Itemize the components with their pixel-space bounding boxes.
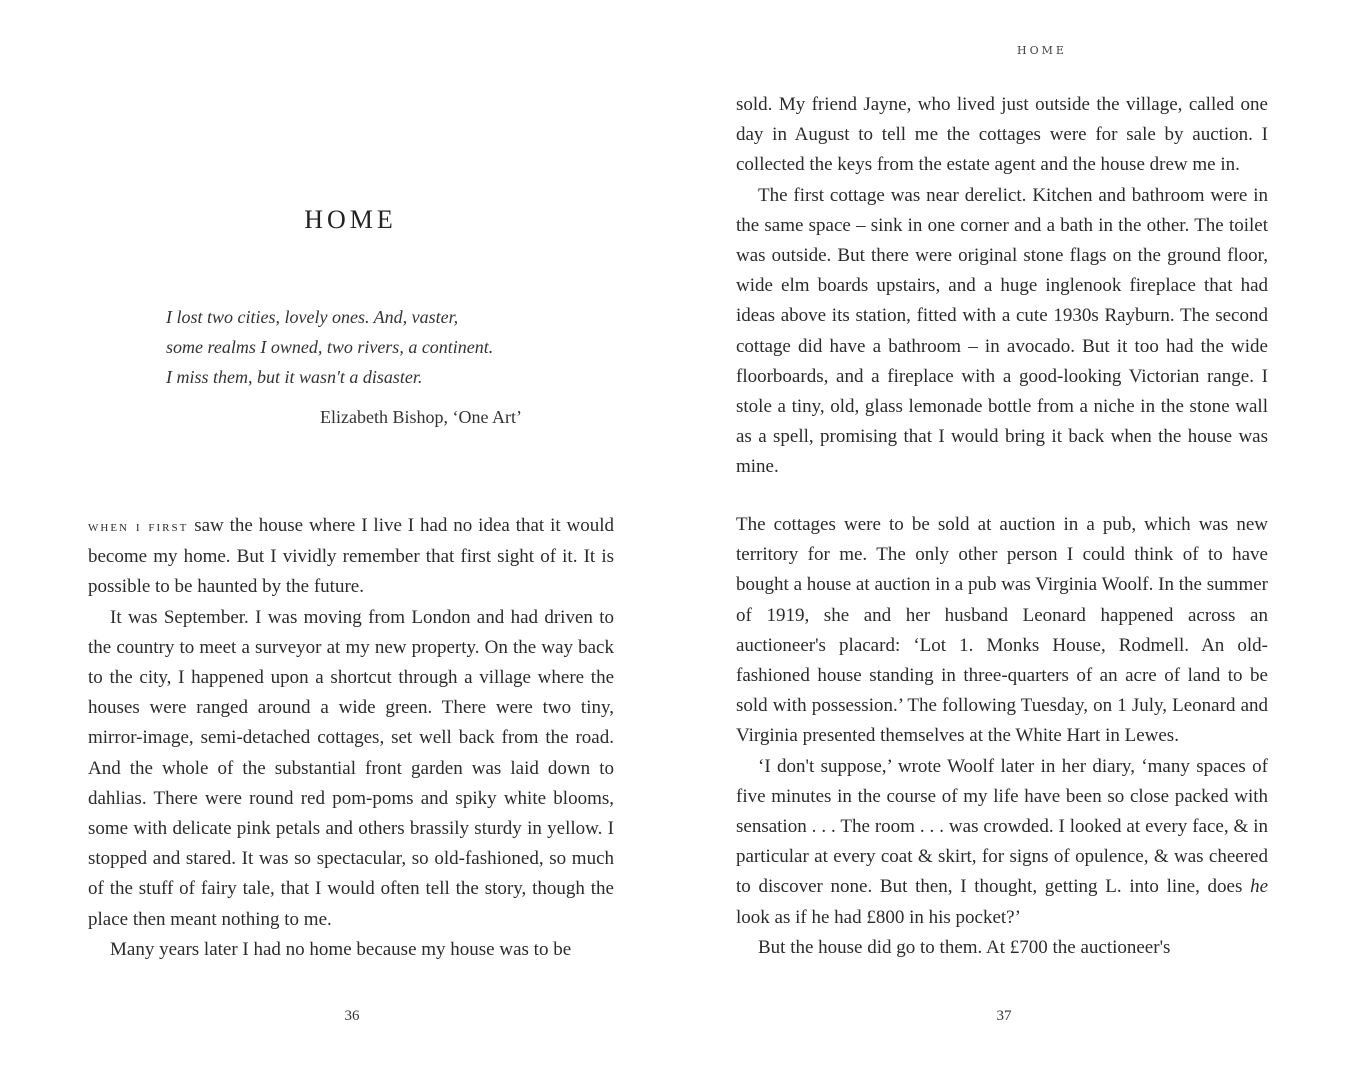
opening-smallcaps: when i first bbox=[88, 519, 189, 535]
quote-paragraph bbox=[736, 752, 1268, 933]
running-head: HOME bbox=[1017, 44, 1067, 57]
paragraph: The first cottage was near derelict. Kitchen and bathroom were in the same space – sink in one corner and a bath in the other. The toilet was outside. But there were original stone flags on the ground floor, wide elm boards upstairs, and a huge inglenook fireplace that had ideas above its station, fitted with a cute 1930s Rayburn. The second cottage did have a bathroom – in avocado. But it too had the wide floorboards, and a fireplace with a good-looking Victorian range. I stole a tiny, old, glass lemonade bottle from a niche in the stone wall as a spell, promising that I would bring it back when the house was mine. bbox=[736, 184, 1268, 478]
paragraph: It was September. I was moving from London and had driven to the country to meet a surveyor at my new property. On the way back to the city, I happened upon a shortcut through a village where the houses were ranged around a wide green. There were two tiny, mirror-image, semi-detached cottages, set well back from the road. And the whole of the substantial front garden was laid down to dahlias. There were round red pom-poms and spiky white blooms, some with delicate pink petals and others brassily sturdy in yellow. I stopped and stared. It was so spectacular, so old-fashioned, so much of the stuff of fairy tale, that I would often tell the story, though the place then meant nothing to me. bbox=[88, 606, 614, 930]
right-body-section-1 bbox=[736, 90, 1268, 483]
opening-paragraph bbox=[88, 511, 614, 603]
quote-text: look as if he had £800 in his pocket?’ bbox=[736, 906, 1021, 928]
right-page bbox=[682, 0, 1364, 1080]
opening-text: saw the house where I live I had no idea that it would become my home. But I vividly remember that first sight of it. It is possible to be haunted by the future. bbox=[88, 515, 614, 598]
left-body-text bbox=[88, 511, 614, 965]
chapter-title: HOME bbox=[304, 205, 397, 234]
paragraph: Many years later I had no home because my house was to be bbox=[110, 938, 572, 960]
epigraph-line: I lost two cities, lovely ones. And, vaster, bbox=[166, 307, 459, 327]
right-body-section-2 bbox=[736, 510, 1268, 963]
quote-text: ‘I don't suppose,’ wrote Woolf later in her diary, ‘many spaces of five minutes in the course of my life have been so close packed with sensation . . . The room . . . was crowded. I looked at every face, & in particular at every coat & skirt, for signs of opulence, & was cheered to discover none. But then, I thought, getting L. into line, does bbox=[736, 755, 1268, 898]
epigraph-line: some realms I owned, two rivers, a continent. bbox=[166, 337, 494, 357]
page-number: 37 bbox=[996, 1008, 1012, 1024]
epigraph bbox=[166, 302, 586, 392]
paragraph: sold. My friend Jayne, who lived just outside the village, called one day in August to tell me the cottages were for sale by auction. I collected the keys from the estate agent and the house drew me in. bbox=[736, 94, 1268, 176]
epigraph-attribution: Elizabeth Bishop, ‘One Art’ bbox=[320, 407, 522, 427]
epigraph-line: I miss them, but it wasn't a disaster. bbox=[166, 367, 423, 387]
paragraph: But the house did go to them. At £700 the auctioneer's bbox=[758, 936, 1171, 958]
paragraph: The cottages were to be sold at auction in a pub, which was new territory for me. The only other person I could think of to have bought a house at auction in a pub was Virginia Woolf. In the summer of 1919, she and her husband Leonard happened across an auctioneer's placard: ‘Lot 1. Monks House, Rodmell. An old-fashioned house standing in three-quarters of an acre of land to be sold with possession.’ The following Tuesday, on 1 July, Leonard and Virginia presented themselves at the White Hart in Lewes. bbox=[736, 514, 1268, 747]
page-number: 36 bbox=[344, 1008, 360, 1024]
quote-italic: he bbox=[1250, 876, 1268, 898]
